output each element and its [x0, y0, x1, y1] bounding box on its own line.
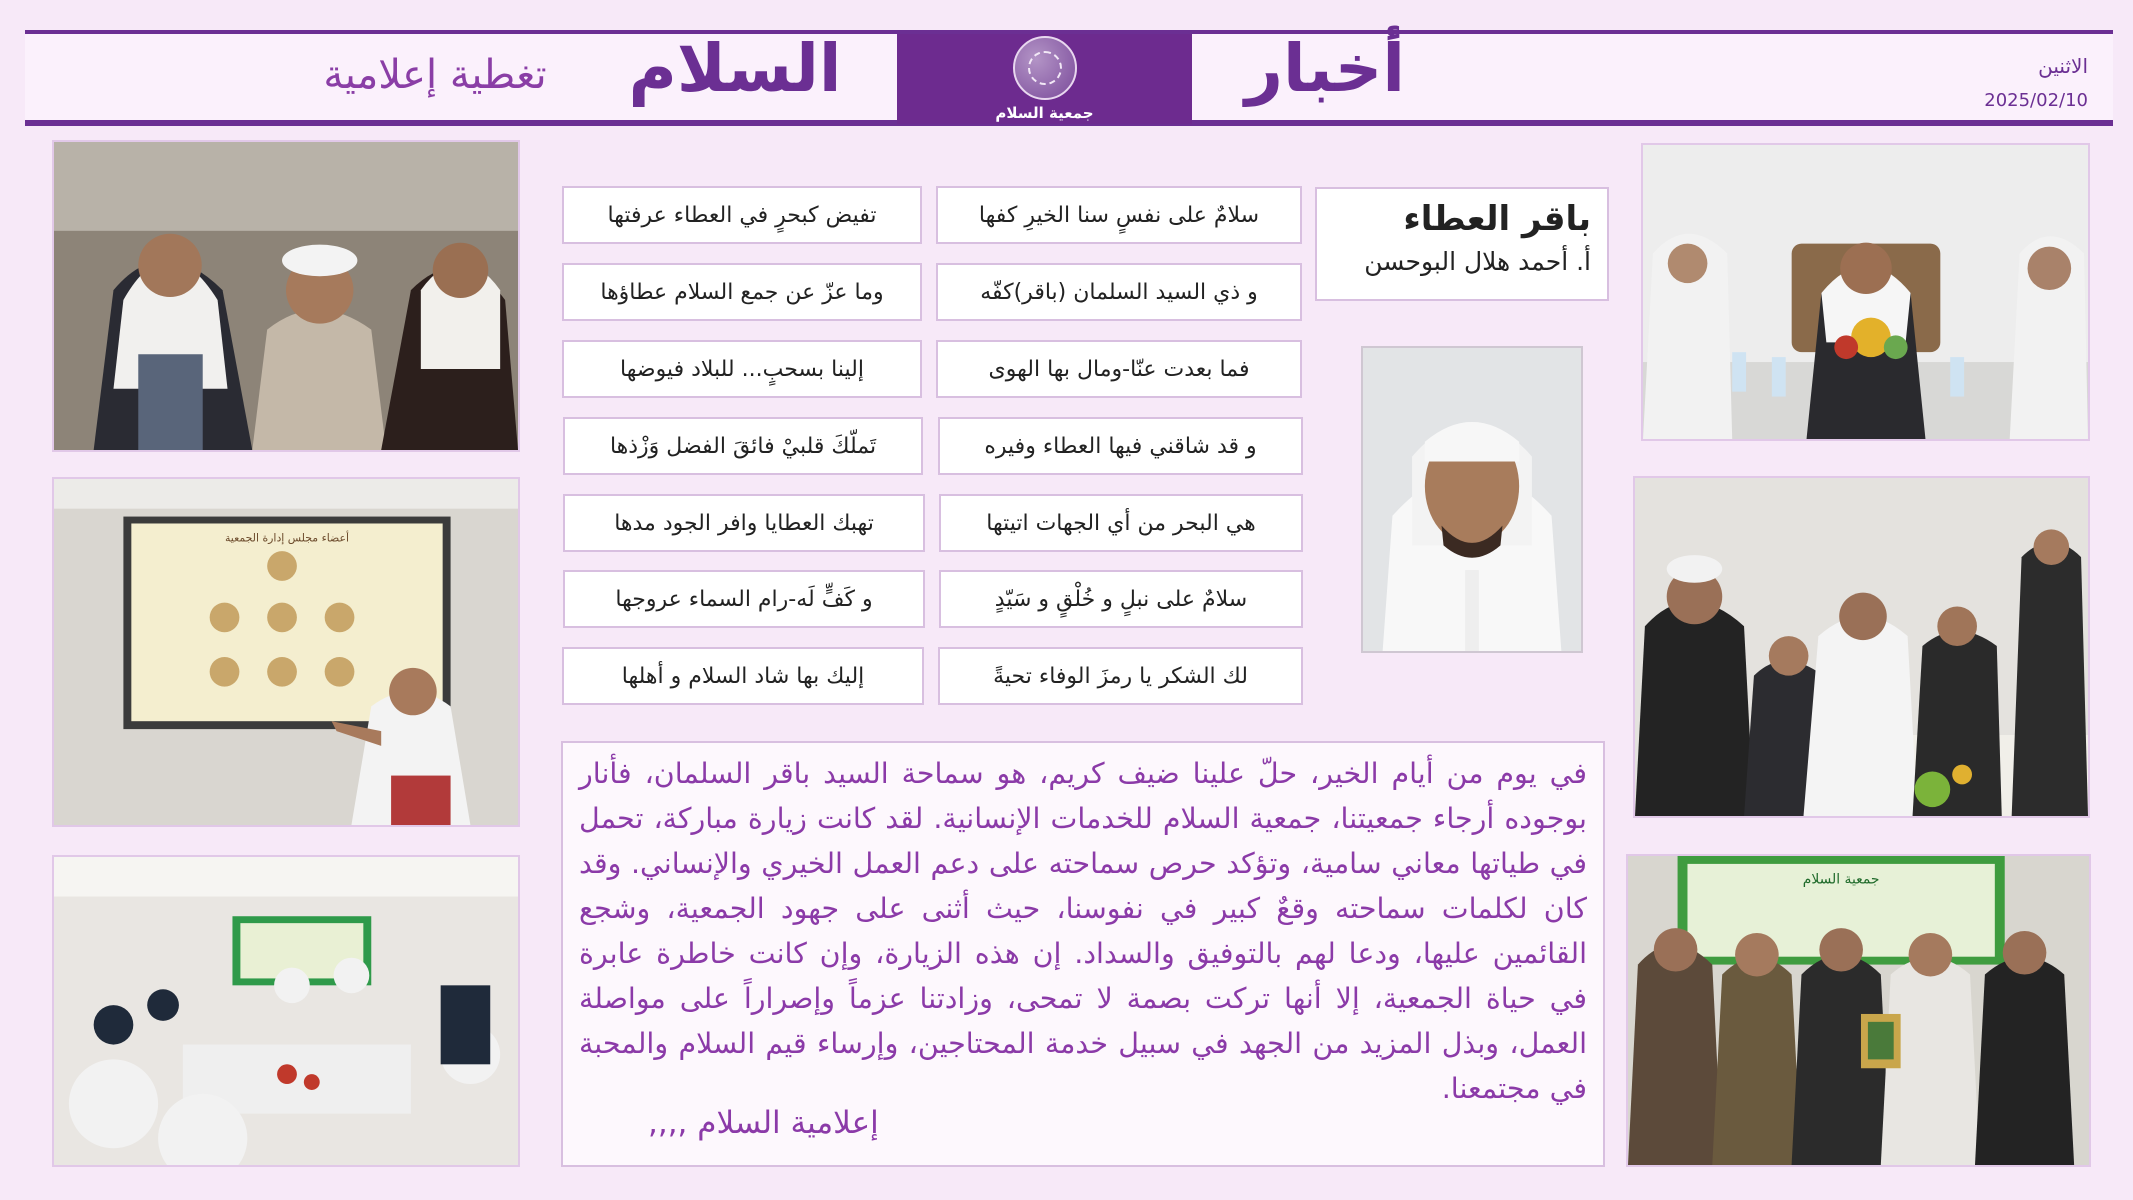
verse-3-left: إلينا بسحبٍ... للبلاد فيوضها	[562, 340, 922, 398]
article-signature: إعلامية السلام ,,,,	[648, 1105, 879, 1141]
logo-emblem-icon	[1013, 36, 1077, 100]
board-title: أعضاء مجلس إدارة الجمعية	[224, 531, 350, 545]
title-akhbar: أخبار	[1245, 30, 1405, 107]
verse-2-left: وما عزّ عن جمع السلام عطاؤها	[562, 263, 922, 321]
author-portrait	[1361, 346, 1583, 653]
verse-2-right: و ذي السيد السلمان (باقر)كفّه	[936, 263, 1302, 321]
logo	[897, 34, 1192, 124]
verse-7-left: إليك بها شاد السلام و أهلها	[562, 647, 924, 705]
date: 2025/02/10	[1984, 90, 2088, 111]
banner-text: جمعية السلام	[1802, 871, 1880, 888]
photo-award-ceremony	[1626, 854, 2091, 1167]
verse-6-left: و كَفٍّ لَه-رام السماء عروجها	[563, 570, 925, 628]
photo-gathering	[1633, 476, 2090, 818]
verse-4-left: تَملّكَ قلبيْ فائقَ الفضل وَزْذها	[563, 417, 923, 475]
verse-7-right: لك الشكر يا رمزَ الوفاء تحيةً	[938, 647, 1303, 705]
verse-6-right: سلامٌ على نبلٍ و خُلْقٍ و سَيّدٍ	[939, 570, 1303, 628]
verse-4-right: و قد شاقني فيها العطاء وفيره	[938, 417, 1303, 475]
author-title: باقر العطاء	[1403, 199, 1591, 239]
verse-5-left: تهبك العطايا وافر الجود مدها	[563, 494, 925, 552]
author-box	[1315, 187, 1609, 301]
photo-guests-standing	[52, 140, 520, 452]
logo-text: جمعية السلام	[995, 104, 1094, 122]
photo-meeting-room	[52, 855, 520, 1167]
photo-table-meeting	[1641, 143, 2090, 441]
date-day: الاثنين	[2038, 54, 2088, 78]
verse-1-right: سلامٌ على نفسٍ سنا الخيرِ كفها	[936, 186, 1302, 244]
photo-board-screen	[52, 477, 520, 827]
title-salam: السلام	[628, 30, 842, 107]
verse-5-right: هي البحر من أي الجهات اتيتها	[939, 494, 1303, 552]
article-body: في يوم من أيام الخير، حلّ علينا ضيف كريم، هو سماحة السيد باقر السلمان، فأنار بوجوده أرجاء جمعيتنا، جمعية السلام للخدمات الإنسانية. لقد كانت زيارة مباركة، تحمل في طياتها معاني سامية، وتؤكد حرص سماحته على دعم العمل الخيري والإنساني. وقد كان لكلمات سماحته وقعٌ كبير في نفوسنا، حيث أثنى على جهود الجمعية، وشجع القائمين عليها، ودعا لهم بالتوفيق والسداد. إن هذه الزيارة، وإن كانت خاطرة عابرة في حياة الجمعية، إلا أنها تركت بصمة لا تمحى، وزادتنا عزماً وإصراراً على مواصلة العمل، وبذل المزيد من الجهد في سبيل خدمة المحتاجين، وإرساء قيم السلام والمحبة في مجتمعنا.	[579, 757, 1587, 1105]
subtitle: تغطية إعلامية	[323, 52, 547, 98]
verse-3-right: فما بعدت عنّا-ومال بها الهوى	[936, 340, 1302, 398]
article-box	[561, 741, 1605, 1167]
verse-1-left: تفيض كبحرٍ في العطاء عرفتها	[562, 186, 922, 244]
author-name: أ. أحمد هلال البوحسن	[1364, 247, 1591, 276]
